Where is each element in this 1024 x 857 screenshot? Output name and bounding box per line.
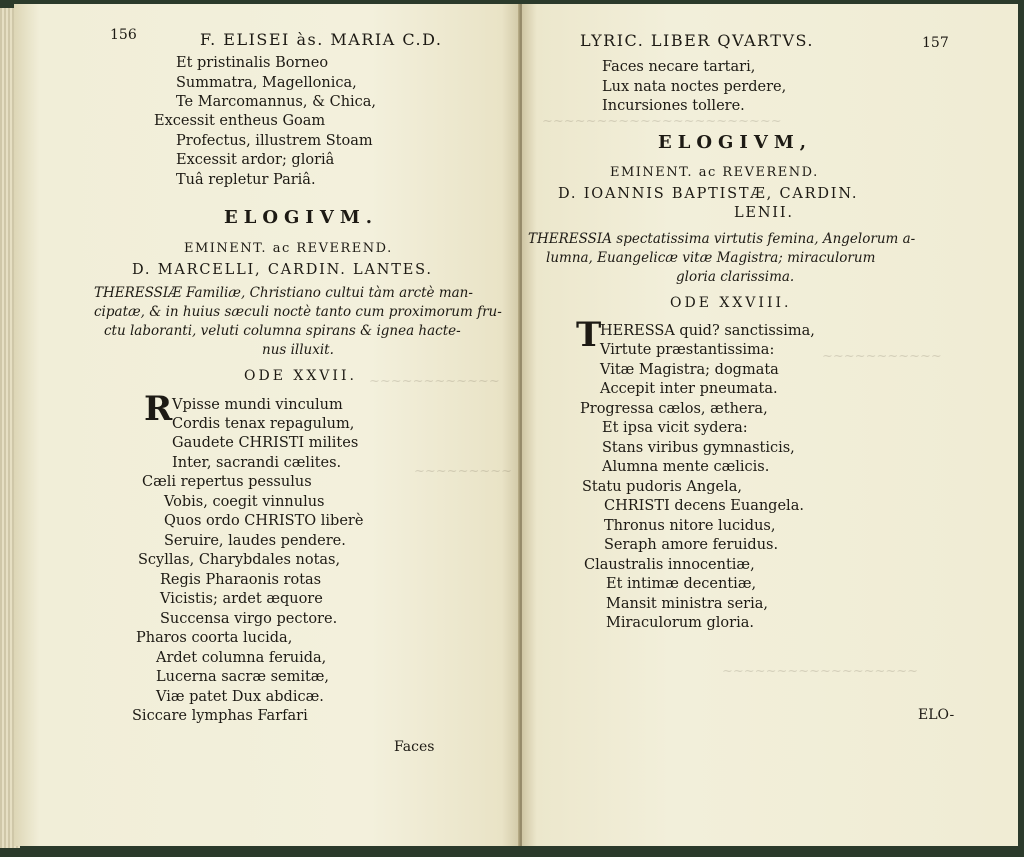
epigraph-line: THERESSIÆ Familiæ, Christiano cultui tàm arctè man- [94,285,473,301]
left-page [14,4,522,846]
verse-line: CHRISTI decens Euangela. [604,498,804,514]
verse-line: Miraculorum gloria. [606,615,754,631]
elogium-title: ELOGIVM. [224,207,379,228]
verse-line: Faces necare tartari, [602,59,756,75]
verse-line: Summatra, Magellonica, [176,75,357,91]
epigraph-line: gloria clarissima. [676,269,795,285]
ode-heading: ODE XXVIII. [670,295,792,311]
verse-line: Vpisse mundi vinculum [172,397,343,413]
epigraph-line: cipatæ, & in huius sæculi noctè tanto cum proximorum fru- [94,304,502,320]
verse-line: Pharos coorta lucida, [136,630,293,646]
page-number: 156 [110,27,137,43]
catchword: Faces [394,739,435,755]
verse-line: Virtute præstantissima: [600,342,775,358]
verse-line: Et ipsa vicit sydera: [602,420,748,436]
verse-line: Seruire, laudes pendere. [164,533,346,549]
verse-line: Profectus, illustrem Stoam [176,133,373,149]
verse-line: Succensa virgo pectore. [160,611,338,627]
show-through: ~~~~~~~~~~~~~~~~~~~~~~ [542,114,782,129]
verse-line: Te Marcomannus, & Chica, [176,94,377,110]
verse-line: Et intimæ decentiæ, [606,576,757,592]
page-number: 157 [922,35,949,51]
catchword: ELO- [918,707,955,723]
drop-cap: T [576,315,602,355]
verse-line: Siccare lymphas Farfari [132,708,308,724]
epigraph-line: ctu laboranti, veluti columna spirans & ignea hacte- [104,323,461,339]
ode-heading: ODE XXVII. [244,368,357,384]
verse-line: Claustralis innocentiæ, [584,557,755,573]
elogium-title: ELOGIVM, [658,132,813,153]
epigraph-line: lumna, Euangelicæ vitæ Magistra; miraculorum [546,250,876,266]
verse-line: Gaudete CHRISTI milites [172,435,359,451]
verse-line: Incursiones tollere. [602,98,745,114]
verse-line: Quos ordo CHRISTO liberè [164,513,364,529]
dedicatee-line2: LENII. [734,205,794,221]
show-through: ~~~~~~~~~~~ [822,349,942,364]
running-head: F. ELISEI às. MARIA C.D. [200,30,443,49]
verse-line: Thronus nitore lucidus, [604,518,776,534]
verse-line: Scyllas, Charybdales notas, [138,552,341,568]
verse-line: Inter, sacrandi cælites. [172,455,342,471]
right-page [522,4,1018,846]
verse-line: Vicistis; ardet æquore [160,591,323,607]
verse-line: Lux nata noctes perdere, [602,79,787,95]
honorific: EMINENT. ac REVEREND. [184,241,393,256]
show-through: ~~~~~~~~~ [414,464,513,479]
verse-line: Regis Pharaonis rotas [160,572,322,588]
verse-line: Statu pudoris Angela, [582,479,742,495]
verse-line: Mansit ministra seria, [606,596,769,612]
verse-line: Vobis, coegit vinnulus [164,494,325,510]
drop-cap: R [144,389,173,429]
show-through: ~~~~~~~~~~~~ [369,374,500,389]
verse-line: Stans viribus gymnasticis, [602,440,795,456]
verse-line: Excessit ardor; gloriâ [176,152,335,168]
running-head: LYRIC. LIBER QVARTVS. [580,31,814,50]
verse-line: Viæ patet Dux abdicæ. [156,689,324,705]
dedicatee: D. IOANNIS BAPTISTÆ, CARDIN. [558,186,859,202]
show-through: ~~~~~~~~~~~~~~~~~~ [722,664,919,679]
verse-line: Progressa cælos, æthera, [580,401,768,417]
verse-line: Excessit entheus Goam [154,113,326,129]
dedicatee: D. MARCELLI, CARDIN. LANTES. [132,262,433,278]
verse-line: Seraph amore feruidus. [604,537,779,553]
verse-line: Vitæ Magistra; dogmata [600,362,779,378]
epigraph-line: THERESSIA spectatissima virtutis femina, Angelorum a- [528,231,916,247]
verse-line: Cordis tenax repagulum, [172,416,355,432]
epigraph-line: nus illuxit. [262,342,334,358]
verse-line: Ardet columna feruida, [156,650,327,666]
verse-line: HERESSA quid? sanctissima, [600,323,815,339]
verse-line: Et pristinalis Borneo [176,55,329,71]
verse-line: Lucerna sacræ semitæ, [156,669,330,685]
verse-line: Tuâ repletur Pariâ. [176,172,316,188]
verse-line: Alumna mente cælicis. [602,459,770,475]
honorific: EMINENT. ac REVEREND. [610,165,819,180]
verse-line: Accepit inter pneumata. [600,381,778,397]
verse-line: Cæli repertus pessulus [142,474,312,490]
